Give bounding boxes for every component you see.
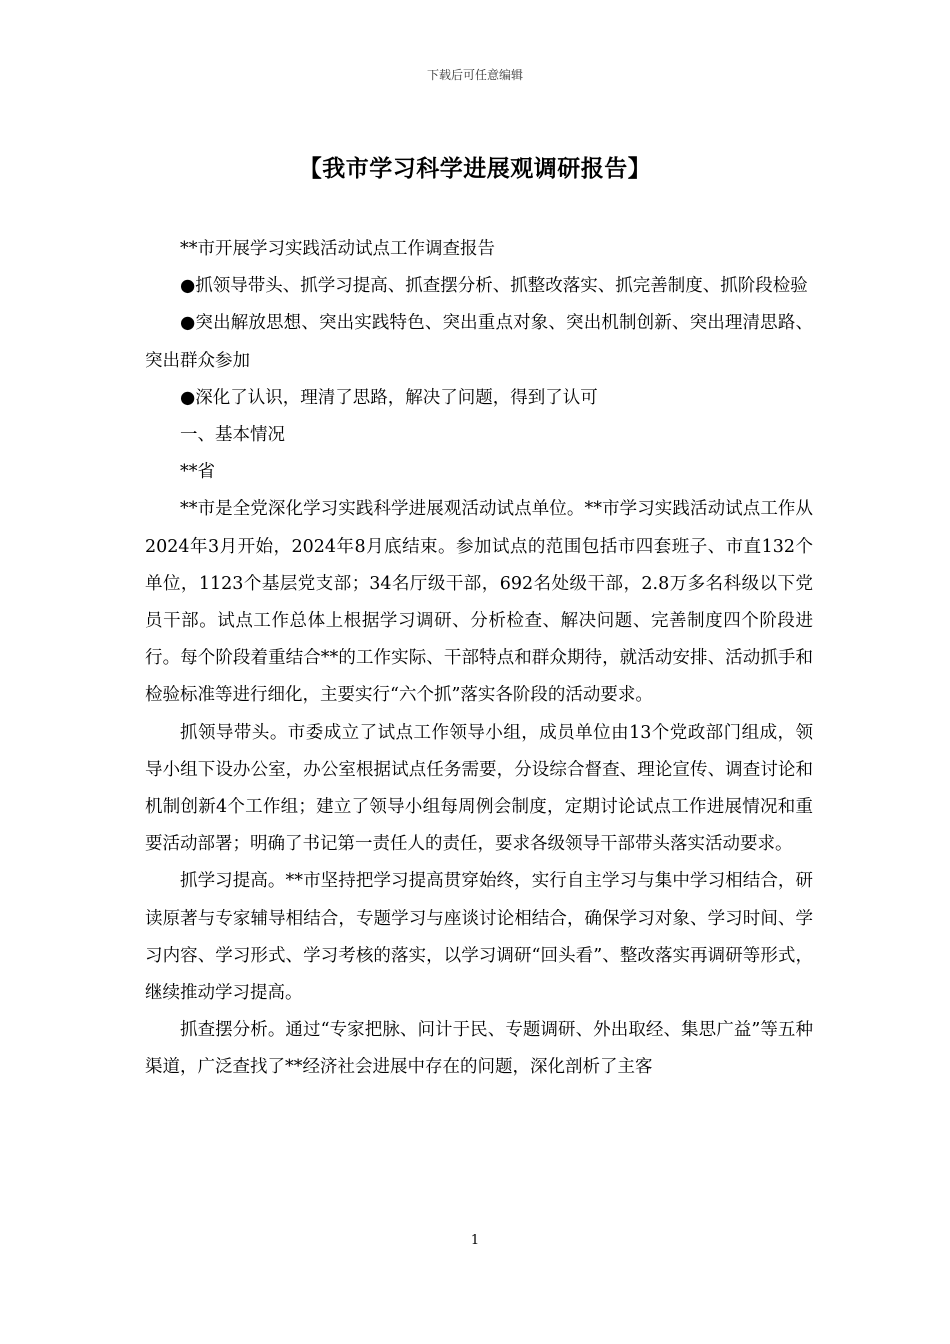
document-body [145,231,813,1087]
paragraph-basic-info: **市是全党深化学习实践科学进展观活动试点单位。**市学习实践活动试点工作从2024年3月开始，2024年8月底结束。参加试点的范围包括市四套班子、市直132个单位，1123个基层党支部；34名厅级干部，692名处级干部，2.8万多名科级以下党员干部。试点工作总体上根据学习调研、分析检查、解决问题、完善制度四个阶段进行。每个阶段着重结合**的工作实际、干部特点和群众期待，就活动安排、活动抓手和检验标准等进行细化，主要实行“六个抓”落实各阶段的活动要求。 [145,499,813,706]
paragraph-leadership: 抓领导带头。市委成立了试点工作领导小组，成员单位由13个党政部门组成，领导小组下设办公室，办公室根据试点任务需要，分设综合督查、理论宣传、调查讨论和机制创新4个工作组；建立了领导小组每周例会制度，定期讨论试点工作进展情况和重要活动部署；明确了书记第一责任人的责任，要求各级领导干部带头落实活动要求。 [145,722,813,855]
paragraph-bullet-3: ●深化了认识，理清了思路，解决了问题，得到了认可 [180,387,598,408]
paragraph-bullet-2: ●突出解放思想、突出实践特色、突出重点对象、突出机制创新、突出理清思路、突出群众参加 [145,313,813,371]
paragraph-analysis: 抓查摆分析。通过“专家把脉、问计于民、专题调研、外出取经、集思广益”等五种渠道，广泛查找了**经济社会进展中存在的问题，深化剖析了主客 [145,1020,813,1078]
document-title: 【我市学习科学进展观调研报告】 [298,155,652,182]
paragraph-subtitle: **市开展学习实践活动试点工作调查报告 [180,239,495,259]
paragraph-bullet-1: ●抓领导带头、抓学习提高、抓查摆分析、抓整改落实、抓完善制度、抓阶段检验 [180,276,808,297]
paragraph-province: **省 [180,462,215,483]
paragraph-study: 抓学习提高。**市坚持把学习提高贯穿始终，实行自主学习与集中学习相结合，研读原著与专家辅导相结合，专题学习与座谈讨论相结合，确保学习对象、学习时间、学习内容、学习形式、学习考核的落实，以学习调研“回头看”、整改落实再调研等形式，继续推动学习提高。 [145,871,813,1004]
section-heading: 一、基本情况 [180,425,285,446]
download-note: 下载后可任意编辑 [426,68,523,82]
page-number: 1 [470,1233,480,1248]
